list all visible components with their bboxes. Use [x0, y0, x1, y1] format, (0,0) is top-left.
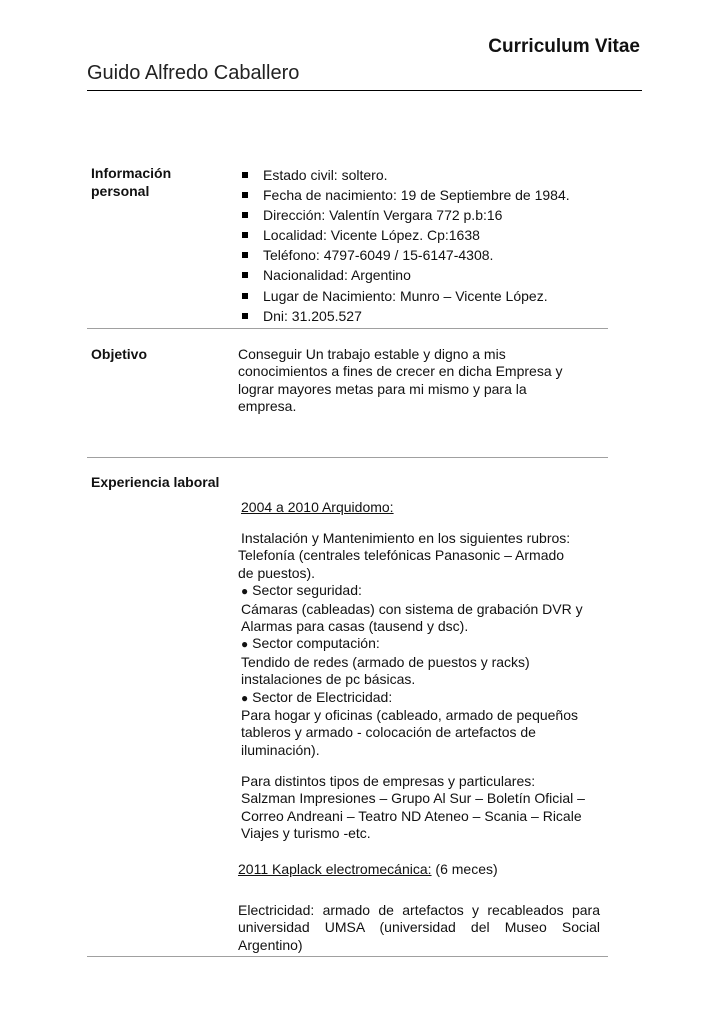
clients-line: Viajes y turismo -etc. — [241, 825, 371, 842]
section-divider — [87, 328, 608, 329]
objective-text — [238, 346, 604, 416]
sector-line: Cámaras (cableadas) con sistema de grabación DVR y — [241, 600, 583, 617]
job1-description — [238, 530, 604, 759]
sector-line: tableros y armado - colocación de artefactos de — [241, 724, 536, 741]
job1-clients — [241, 773, 607, 843]
personal-info-item: Teléfono: 4797-6049 / 15-6147-4308. — [238, 245, 570, 265]
objective-line: Conseguir Un trabajo estable y digno a mis — [238, 346, 506, 362]
personal-info-item: Dni: 31.205.527 — [238, 306, 570, 326]
personal-info-item: Localidad: Vicente López. Cp:1638 — [238, 225, 570, 245]
personal-info-label: Información personal — [91, 165, 172, 199]
candidate-name: Guido Alfredo Caballero — [87, 62, 300, 84]
objective-line: empresa. — [238, 398, 297, 415]
sector-line: instalaciones de pc básicas. — [241, 671, 416, 688]
personal-info-list — [238, 165, 570, 326]
objective-line: conocimientos a fines de crecer en dicha Empresa y — [238, 363, 563, 380]
sector-title: ● Sector de Electricidad: — [241, 688, 393, 705]
sector-line: Para hogar y oficinas (cableado, armado de pequeños — [241, 707, 578, 724]
header-divider — [87, 90, 642, 91]
objective-label: Objetivo — [91, 346, 148, 362]
sector-line: iluminación). — [241, 741, 320, 758]
job1-intro-line: Telefonía (centrales telefónicas Panasonic – Armado — [238, 547, 565, 564]
clients-line: Correo Andreani – Teatro ND Ateneo – Scania – Ricale — [241, 807, 582, 824]
bullet-icon: ● — [241, 637, 249, 652]
bullet-icon: ● — [241, 690, 249, 705]
personal-info-item: Nacionalidad: Argentino — [238, 265, 570, 285]
document-title: Curriculum Vitae — [488, 36, 640, 57]
clients-line: Para distintos tipos de empresas y particulares: — [241, 773, 536, 789]
job1-intro-line: de puestos). — [238, 564, 316, 581]
job2-description: Electricidad: armado de artefactos y recableados para universidad UMSA (universidad del Museo Social Argentino) — [238, 902, 600, 953]
section-divider — [87, 457, 608, 458]
job2-heading-row — [238, 861, 604, 878]
personal-info-item: Estado civil: soltero. — [238, 165, 570, 185]
section-divider — [87, 956, 608, 957]
job1-heading: 2004 a 2010 Arquidomo: — [241, 499, 394, 515]
personal-info-item: Lugar de Nacimiento: Munro – Vicente López. — [238, 286, 570, 306]
sector-line: Tendido de redes (armado de puestos y racks) — [241, 653, 530, 670]
job2-heading: 2011 Kaplack electromecánica: — [238, 861, 432, 877]
sector-title: ● Sector computación: — [241, 635, 380, 652]
personal-info-item: Dirección: Valentín Vergara 772 p.b:16 — [238, 205, 570, 225]
job1-intro-line: Instalación y Mantenimiento en los siguientes rubros: — [241, 530, 571, 546]
personal-info-item: Fecha de nacimiento: 19 de Septiembre de 1984. — [238, 185, 570, 205]
experience-label: Experiencia laboral — [91, 474, 220, 490]
sector-line: Alarmas para casas (tausend y dsc). — [241, 618, 469, 635]
clients-line: Salzman Impresiones – Grupo Al Sur – Boletín Oficial – — [241, 790, 585, 807]
objective-line: lograr mayores metas para mi mismo y para la — [238, 380, 527, 397]
bullet-icon: ● — [241, 584, 249, 599]
sector-title: ● Sector seguridad: — [241, 582, 362, 599]
job2-duration: (6 meces) — [435, 861, 498, 877]
